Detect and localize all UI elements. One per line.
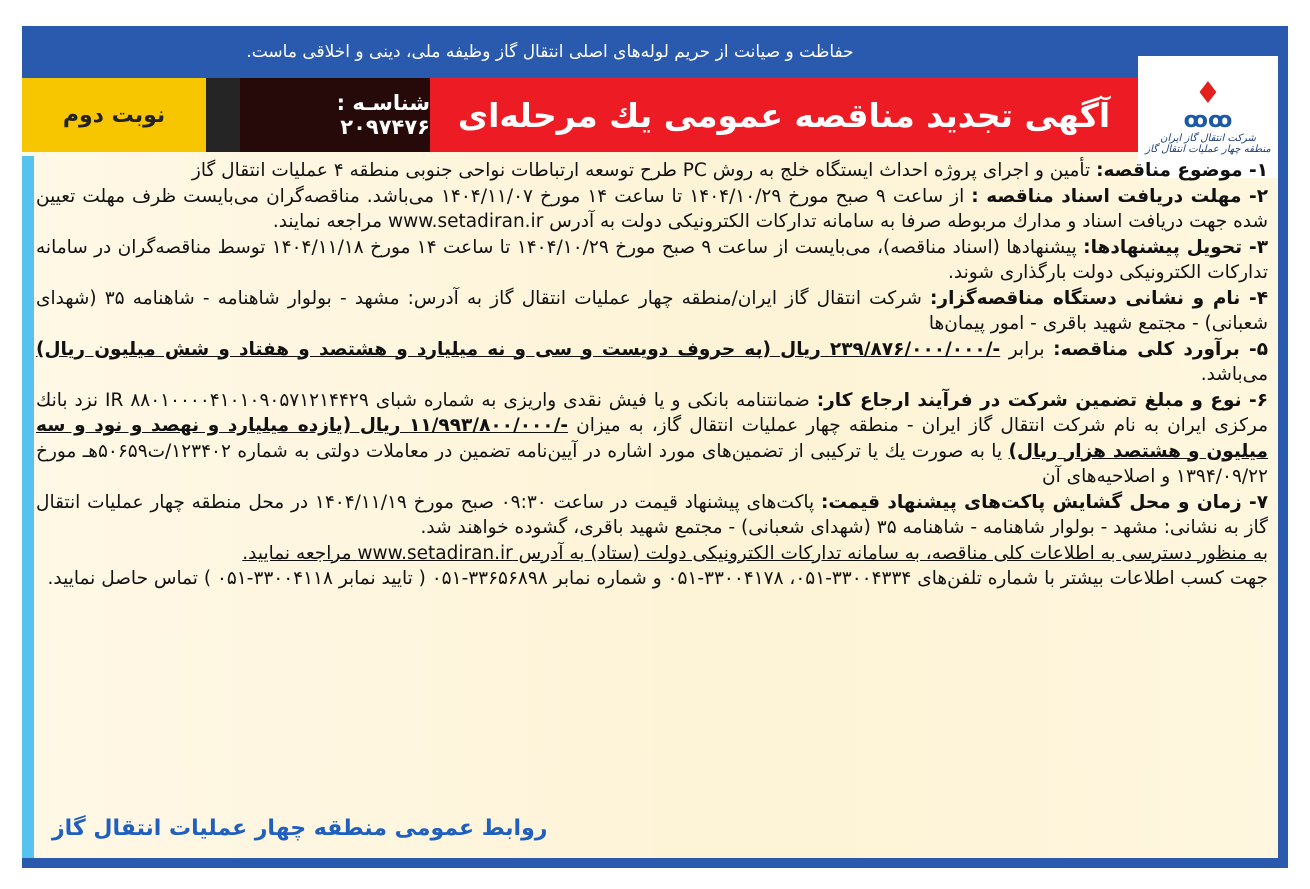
- item-2: ۲- مهلت دریافت اسناد مناقصه : از ساعت ۹ صبح مورخ ۱۴۰۴/۱۰/۲۹ تا ساعت ۱۴ مورخ ۱۴۰۴/۱۱/۰۷ می‌باشد. مناقصه‌گران می‌بایست ظرف مهلت تعیین شده جهت دریافت اسناد و مدارك مربوطه صرفا به سامانه تدارکات الکترونیکی دولت به آدرس www.setadiran.ir مراجعه نمایند.: [36, 185, 1269, 232]
- round-badge: نوبت دوم: [22, 78, 206, 152]
- logo-text-2: منطقه چهار عملیات انتقال گاز: [1145, 144, 1271, 155]
- footer-signature: روابط عمومی منطقه چهار عملیات انتقال گاز: [52, 816, 548, 841]
- item-4: ۴- نام و نشانی دستگاه مناقصه‌گزار: شرکت انتقال گاز ایران/منطقه چهار عملیات انتقال گاز به آدرس: مشهد - بولوار شاهنامه - شاهنامه ۳۵ (شهدای شعبانی) - مجتمع شهید باقری - امور پیمان‌ها: [36, 287, 1268, 334]
- logo-text-1: شرکت انتقال گاز ایران: [1160, 133, 1256, 144]
- contact-info: جهت کسب اطلاعات بیشتر با شماره تلفن‌های ۳۳۰۰۴۳۳۴-۰۵۱، ۳۳۰۰۴۱۷۸-۰۵۱ و شماره نمابر ۳۳۶۵۶۸۹۸-۰۵۱ ( تایید نمابر ۳۳۰۰۴۱۱۸-۰۵۱ ) تماس حاصل نمایید.: [47, 568, 1268, 589]
- side-stripe: [22, 156, 34, 858]
- ad-content: [36, 158, 1268, 592]
- flame-icon: ♦: [1194, 76, 1222, 111]
- item-3: ۳- تحویل پیشنهادها: پیشنهادها (اسناد مناقصه)، می‌بایست از ساعت ۹ صبح مورخ ۱۴۰۴/۱۰/۲۹ تا ساعت ۱۴ مورخ ۱۴۰۴/۱۱/۱۸ توسط مناقصه‌گران در سامانه تدارکات الکترونیکی دولت بارگذاری شوند.: [36, 236, 1268, 283]
- item-5: ۵- برآورد کلی مناقصه: برابر -/۲۳۹/۸۷۶/۰۰۰/۰۰۰ ریال (به حروف دویست و سی و نه میلیارد و هشتصد و هفتاد و شش میلیون ریال) می‌باشد.: [36, 338, 1268, 385]
- title-bar: [22, 78, 1138, 152]
- item-7: ۷- زمان و محل گشایش پاکت‌های پیشنهاد قیمت: پاکت‌های پیشنهاد قیمت در ساعت ۰۹:۳۰ صبح مورخ ۱۴۰۴/۱۱/۱۹ در محل منطقه چهار عملیات انتقال گاز به نشانی: مشهد - بولوار شاهنامه - شاهنامه ۳۵ (شهدای شعبانی) - مجتمع شهید باقری، گشوده خواهند شد.: [36, 491, 1268, 538]
- logo-mark-icon: ꝏꝏ: [1183, 108, 1233, 133]
- ad-body: [22, 26, 1278, 858]
- ad-title: آگهی تجدید مناقصه عمومی يك مرحله‌ای: [430, 78, 1138, 152]
- divider: [206, 78, 240, 152]
- item-6: ۶- نوع و مبلغ تضمین شرکت در فرآیند ارجاع کار: ضمانتنامه بانکی و یا فیش نقدی واریزی به شماره شبای IR ۸۸۰۱۰۰۰۰۴۱۰۱۰۹۰۵۷۱۲۱۴۴۲۹ نزد بانك مرکزی ایران به نام شرکت انتقال گاز ایران - منطقه چهار عملیات انتقال گاز، به میزان -/۱۱/۹۹۳/۸۰۰/۰۰۰ ریال (یازده میلیارد و نهصد و نود و سه میلیون و هشتصد هزار ریال) یا به صورت يك یا ترکیبی از تضمین‌های مورد اشاره در آیین‌نامه تضمین در معاملات دولتی به شماره ۱۲۳۴۰۲/ت۵۰۶۵۹هـ مورخ ۱۳۹۴/۰۹/۲۲ و اصلاحیه‌های آن: [36, 389, 1269, 487]
- ad-id: شناسـه : ۲۰۹۷۴۷۶: [240, 78, 430, 152]
- item-1: ۱- موضوع مناقصه: تأمین و اجرای پروژه احداث ایستگاه خلج به روش PC طرح توسعه ارتباطات نواحی جنوبی منطقه ۴ عملیات انتقال گاز: [191, 160, 1268, 181]
- slogan: حفاظت و صیانت از حریم لوله‌های اصلی انتقال گاز وظیفه ملی، دینی و اخلاقی ماست.: [22, 26, 1278, 78]
- access-note: به منظور دسترسی به اطلاعات کلی مناقصه، به سامانه تدارکات الکترونیکی دولت (ستاد) به آدرس www.setadiran.ir مراجعه نمایید.: [242, 542, 1268, 564]
- ad-frame: [22, 26, 1288, 868]
